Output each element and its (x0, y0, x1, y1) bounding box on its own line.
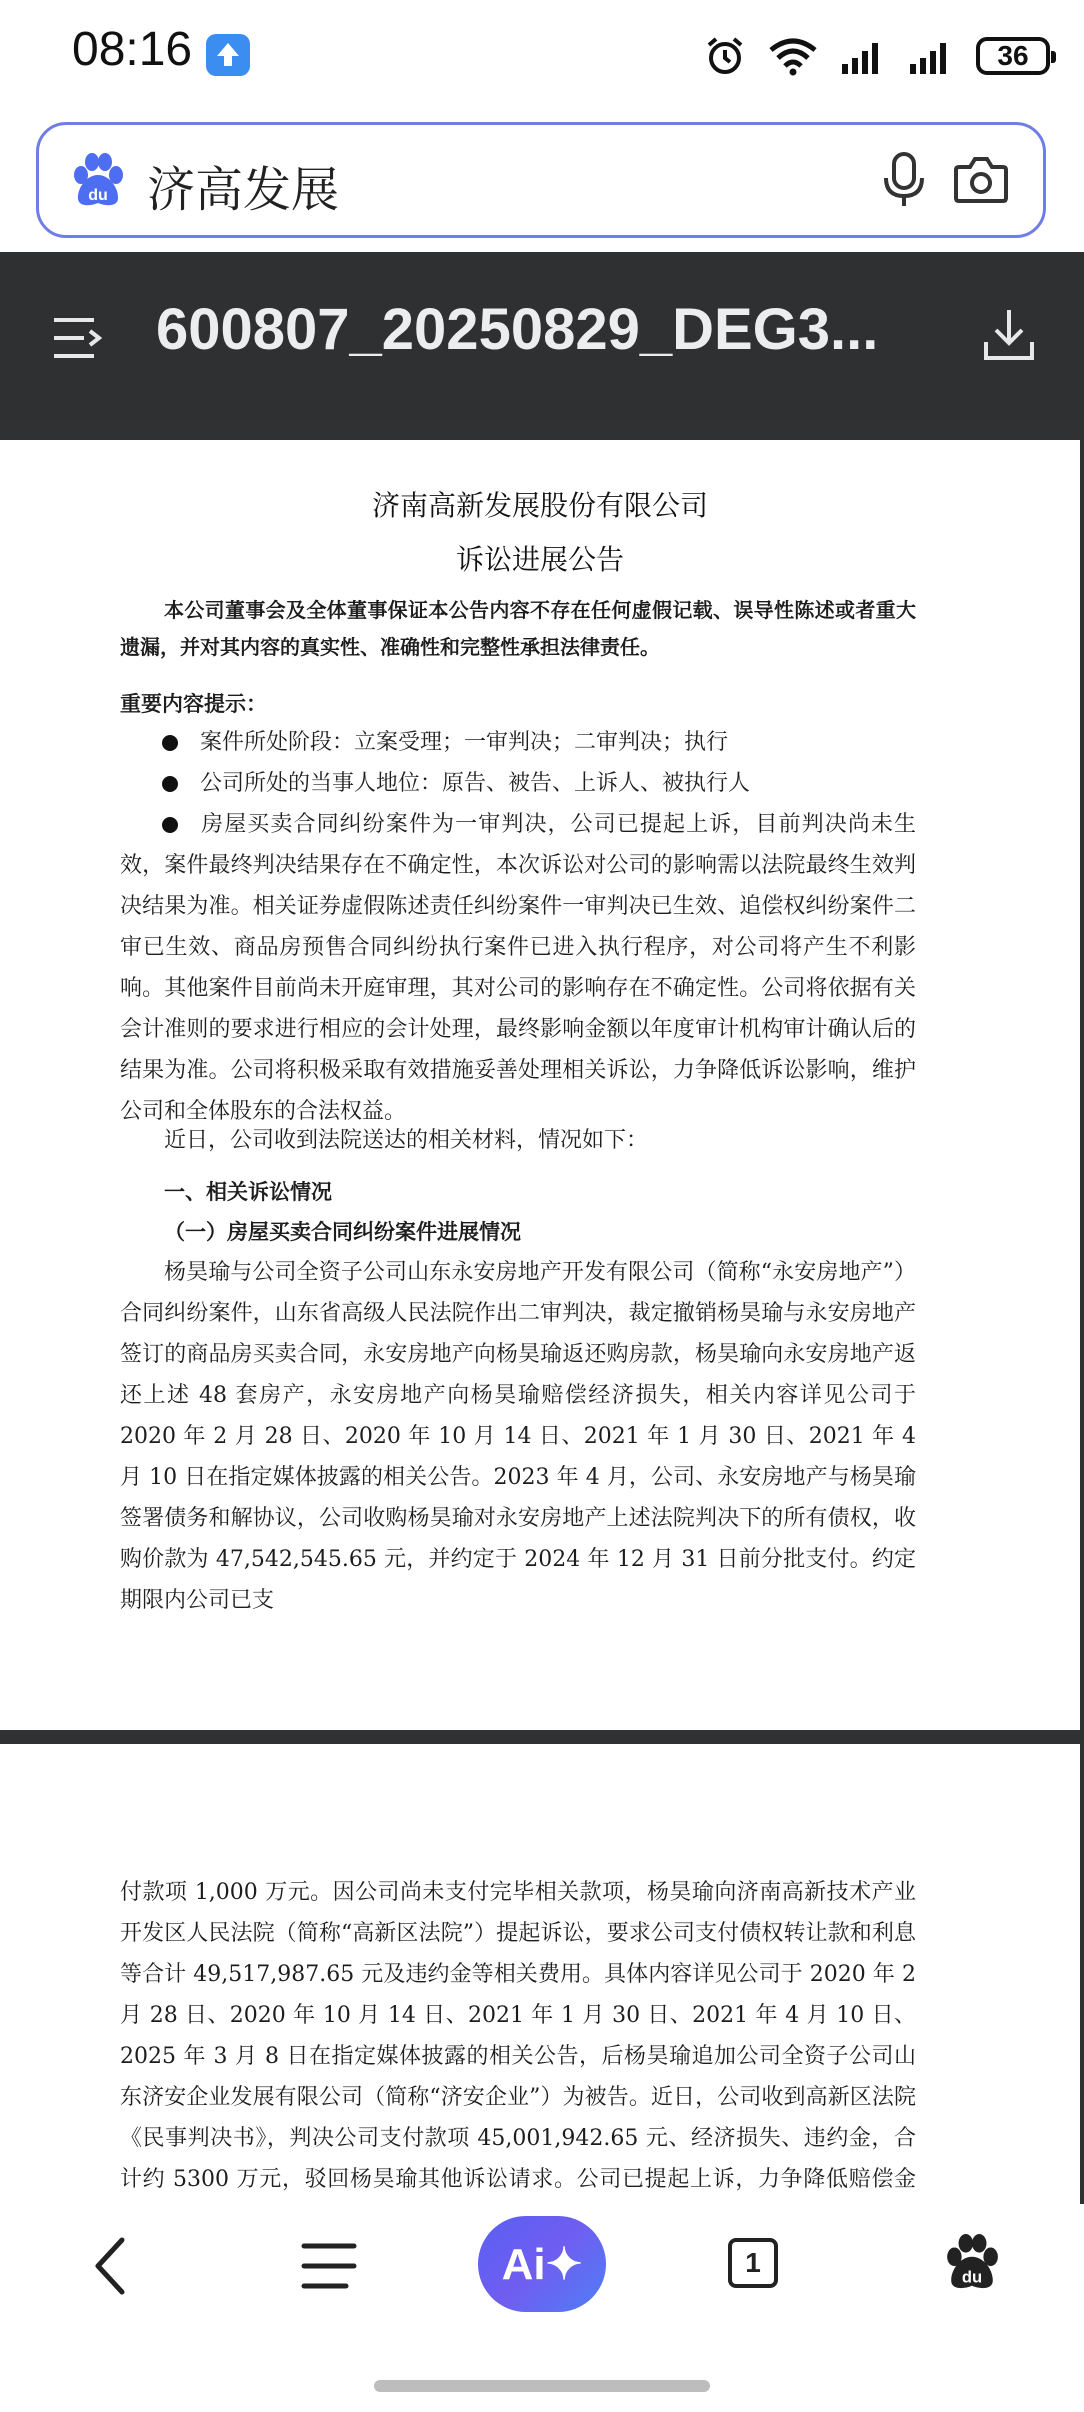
outline-menu-icon[interactable] (50, 316, 106, 360)
search-bar[interactable] (36, 122, 1046, 238)
subsection-heading: （一）房屋买卖合同纠纷案件进展情况 (164, 1220, 521, 1244)
bullet-icon (162, 776, 178, 792)
microphone-icon[interactable] (883, 151, 925, 209)
key-points-heading: 重要内容提示： (120, 692, 267, 716)
status-icons (704, 26, 1050, 86)
intro-paragraph: 近日，公司收到法院送达的相关材料，情况如下： (164, 1128, 649, 1153)
back-icon[interactable] (90, 2236, 130, 2296)
svg-text:du: du (88, 187, 108, 204)
section-heading: 一、相关诉讼情况 (164, 1180, 332, 1204)
list-item: 公司所处的当事人地位：原告、被告、上诉人、被执行人 (120, 763, 916, 804)
notification-app-icon (206, 34, 250, 76)
key-points-list (120, 722, 916, 1132)
svg-text:du: du (961, 2267, 983, 2287)
announcement-title: 诉讼进展公告 (455, 543, 624, 576)
document-viewer[interactable] (0, 422, 1084, 2204)
body-paragraph: 杨昊瑜与公司全资子公司山东永安房地产开发有限公司（简称“永安房地产”）合同纠纷案件，山东省高级人民法院作出二审判决，裁定撤销杨昊瑜与永安房地产签订的商品房买卖合同，永安房地产向杨昊瑜返还购房款，杨昊瑜向永安房地产返还上述 48 套房产，永安房地产向杨昊瑜赔偿经济损失，相关内容详见公司于 2020 年 2 月 28 日、2020 年 10 月 14 日、2021 年 1 月 30 日、2021 年 4 月 10 日在指定媒体披露的相关公告。2023 年 4 月，公司、永安房地产与杨昊瑜签署债务和解协议，公司收购杨昊瑜对永安房地产上述法院判决下的所有债权，收购价款为 47,542,545.65 元，并约定于 2024 年 12 月 31 日前分批支付。约定期限内公司已支 (120, 1260, 916, 1613)
status-time: 08:16 (72, 23, 193, 76)
document-header (0, 252, 1084, 422)
bottom-navigation (0, 2204, 1084, 2412)
menu-icon[interactable] (300, 2242, 358, 2290)
document-page-1 (0, 440, 1080, 1730)
baidu-home-icon[interactable] (944, 2234, 1000, 2292)
battery-indicator: 36 (976, 37, 1050, 75)
signal-2-icon (908, 38, 954, 74)
home-indicator[interactable] (374, 2380, 710, 2392)
tabs-button[interactable]: 1 (728, 2238, 778, 2288)
bullet-icon (162, 735, 178, 751)
download-icon[interactable] (982, 306, 1036, 364)
alarm-icon (704, 35, 746, 77)
baidu-paw-icon (71, 153, 125, 209)
body-paragraph: 付款项 1,000 万元。因公司尚未支付完毕相关款项，杨昊瑜向济南高新技术产业开发区人民法院（简称“高新区法院”）提起诉讼，要求公司支付债权转让款和利息等合计 49,517,987.65 元及违约金等相关费用。具体内容详见公司于 2020 年 2 月 28 日、2020 年 10 月 14 日、2021 年 1 月 30 日、2021 年 4 月 10 日、2025 年 3 月 8 日在指定媒体披露的相关公告，后杨昊瑜追加公司全资子公司山东济安企业发展有限公司（简称“济安企业”）为被告。近日，公司收到高新区法院《民事判决书》，判决公司支付款项 45,001,942.65 元、经济损失、违约金，合计约 5300 万元，驳回杨昊瑜其他诉讼请求。公司已提起上诉，力争降低赔偿金 (120, 1880, 916, 2192)
disclaimer-text: 本公司董事会及全体董事保证本公告内容不存在任何虚假记载、误导性陈述或者重大遗漏，并对其内容的真实性、准确性和完整性承担法律责任。 (120, 598, 916, 659)
list-item: 房屋买卖合同纠纷案件为一审判决，公司已提起上诉，目前判决尚未生效，案件最终判决结果存在不确定性，本次诉讼对公司的影响需以法院最终生效判决结果为准。相关证券虚假陈述责任纠纷案件一审判决已生效、追偿权纠纷案件二审已生效、商品房预售合同纠纷执行案件已进入执行程序，对公司将产生不利影响。其他案件目前尚未开庭审理，其对公司的影响存在不确定性。公司将依据有关会计准则的要求进行相应的会计处理，最终影响金额以年度审计机构审计确认后的结果为准。公司将积极采取有效措施妥善处理相关诉讼，力争降低诉讼影响，维护公司和全体股东的合法权益。 (120, 812, 916, 1124)
document-title: 600807_20250829_DEG3... (156, 297, 879, 362)
company-name: 济南高新发展股份有限公司 (371, 489, 708, 522)
camera-icon[interactable] (953, 153, 1009, 205)
bullet-icon (162, 817, 178, 833)
wifi-icon (768, 36, 818, 76)
search-input[interactable]: 济高发展 (147, 162, 340, 218)
signal-1-icon (840, 38, 886, 74)
list-item: 案件所处阶段：立案受理；一审判决；二审判决；执行 (120, 722, 916, 763)
status-bar (0, 0, 1084, 112)
ai-assistant-button[interactable]: Ai✦ (478, 2216, 606, 2312)
